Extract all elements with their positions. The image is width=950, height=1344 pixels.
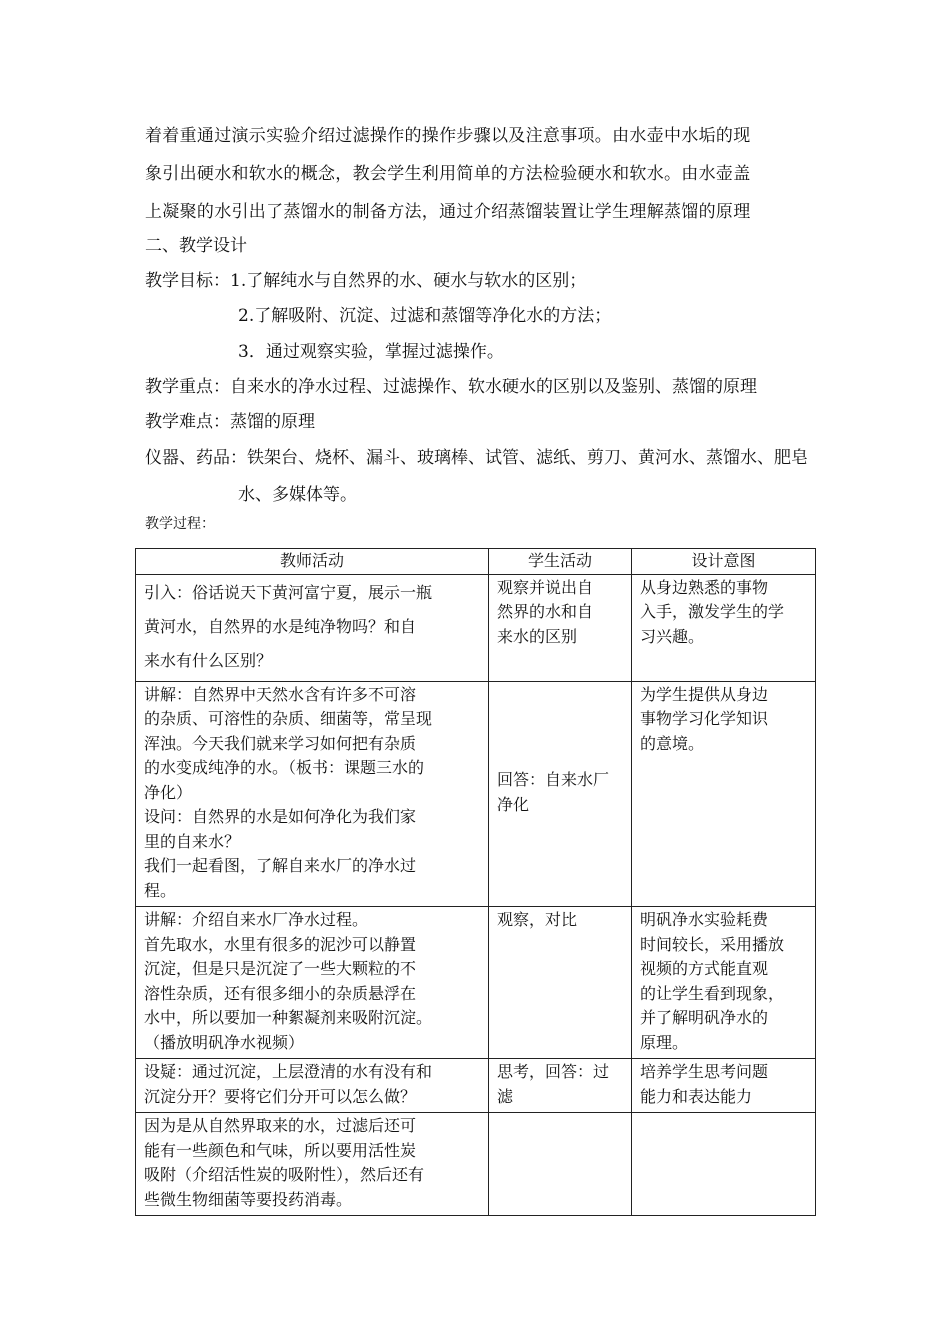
cell-text: 滤 [497, 1086, 514, 1106]
lesson-table [135, 548, 816, 1216]
table-row [136, 1113, 816, 1216]
table-header: 设计意图 [632, 549, 816, 575]
cell-text: 的杂质、可溶性的杂质、细菌等，常呈现 [144, 709, 433, 728]
objective-item: 3．通过观察实验，掌握过滤操作。 [238, 342, 504, 362]
table-header-row [136, 549, 816, 575]
cell-text: 吸附（介绍活性炭的吸附性），然后还有 [144, 1165, 425, 1184]
objective-item: 2.了解吸附、沉淀、过滤和蒸馏等净化水的方法； [238, 306, 612, 326]
cell-text: 能有一些颜色和气味，所以要用活性炭 [144, 1140, 417, 1160]
intro-paragraph [145, 117, 815, 231]
cell-text: 原理。 [640, 1032, 689, 1052]
teacher-activity-cell [136, 907, 489, 1059]
key-points: 教学重点：自来水的净水过程、过滤操作、软水硬水的区别以及鉴别、蒸馏的原理 [145, 377, 757, 397]
design-intent-cell [632, 907, 816, 1059]
design-intent-cell [632, 1059, 816, 1113]
cell-text: 的让学生看到现象， [640, 983, 785, 1003]
student-activity-cell [489, 574, 632, 681]
cell-text: 来水有什么区别？ [144, 650, 273, 670]
materials-line: 仪器、药品：铁架台、烧杯、漏斗、玻璃棒、试管、滤纸、剪刀、黄河水、蒸馏水、肥皂 [145, 448, 808, 468]
cell-text: 些微生物细菌等要投药消毒。 [144, 1189, 353, 1209]
cell-text: 事物学习化学知识 [640, 709, 769, 728]
objectives-label: 教学目标： [145, 271, 230, 291]
cell-text: 入手，激发学生的学 [640, 602, 785, 621]
cell-text: 为学生提供从身边 [640, 684, 769, 704]
process-label: 教学过程： [145, 516, 215, 532]
cell-text: 水中，所以要加一种絮凝剂来吸附沉淀。 [144, 1008, 433, 1027]
cell-text: 观察，对比 [497, 910, 578, 929]
section-heading: 二、教学设计 [145, 236, 247, 256]
cell-text: 设疑：通过沉淀，上层澄清的水有没有和 [144, 1062, 433, 1081]
cell-text: 明矾净水实验耗费 [640, 910, 769, 929]
table-header: 教师活动 [136, 549, 489, 575]
cell-text: 里的自来水？ [144, 831, 241, 851]
student-activity-cell [489, 907, 632, 1059]
intro-line: 着着重通过演示实验介绍过滤操作的操作步骤以及注意事项。由水壶中水垢的现 [145, 126, 751, 146]
table-row [136, 907, 816, 1059]
table-row [136, 574, 816, 681]
intro-line: 象引出硬水和软水的概念，教会学生利用简单的方法检验硬水和软水。由水壶盖 [145, 164, 751, 184]
student-activity-cell [489, 681, 632, 907]
cell-text: 沉淀，但是只是沉淀了一些大颗粒的不 [144, 959, 417, 978]
teacher-activity-cell [136, 574, 489, 681]
cell-text: 设问：自然界的水是如何净化为我们家 [144, 807, 417, 826]
cell-text: 讲解：自然界中天然水含有许多不可溶 [144, 684, 417, 704]
cell-text: 我们一起看图，了解自来水厂的净水过 [144, 856, 417, 875]
cell-text: 的水变成纯净的水。（板书：课题三水的 [144, 758, 425, 777]
cell-text: 思考，回答：过 [497, 1062, 610, 1081]
teacher-activity-cell [136, 1113, 489, 1216]
cell-text: 溶性杂质，还有很多细小的杂质悬浮在 [144, 983, 417, 1003]
cell-text: 视频的方式能直观 [640, 959, 769, 978]
student-activity-cell [489, 1059, 632, 1113]
table-row [136, 681, 816, 907]
student-activity-cell [489, 1113, 632, 1216]
cell-text: 从身边熟悉的事物 [640, 577, 769, 597]
intro-line: 上凝聚的水引出了蒸馏水的制备方法，通过介绍蒸馏装置让学生理解蒸馏的原理 [145, 202, 751, 222]
cell-text: 来水的区别 [497, 626, 578, 646]
cell-text: 黄河水，自然界的水是纯净物吗？和自 [144, 616, 417, 636]
teacher-activity-cell [136, 681, 489, 907]
cell-text: 的意境。 [640, 733, 705, 753]
cell-text: 引入：俗话说天下黄河富宁夏，展示一瓶 [144, 582, 433, 602]
cell-text: 沉淀分开？要将它们分开可以怎么做？ [144, 1086, 417, 1106]
cell-text: 然界的水和自 [497, 602, 594, 621]
design-intent-cell [632, 681, 816, 907]
cell-text: 讲解：介绍自来水厂净水过程。 [144, 910, 369, 929]
cell-text: 观察并说出自 [497, 577, 594, 597]
cell-text: 习兴趣。 [640, 626, 705, 646]
design-intent-cell [632, 1113, 816, 1216]
cell-text: 培养学生思考问题 [640, 1062, 769, 1081]
cell-text: 浑浊。今天我们就来学习如何把有杂质 [144, 733, 417, 753]
objective-item: 1.了解纯水与自然界的水、硬水与软水的区别； [230, 271, 587, 291]
cell-text: 净化） [144, 782, 193, 802]
objectives-first-line [145, 262, 586, 300]
cell-text: 时间较长，采用播放 [640, 934, 785, 954]
cell-text: 因为是从自然界取来的水，过滤后还可 [144, 1116, 417, 1135]
difficulty: 教学难点：蒸馏的原理 [145, 412, 315, 432]
cell-text: 净化 [497, 794, 530, 814]
cell-text: 并了解明矾净水的 [640, 1008, 769, 1027]
cell-text: （播放明矾净水视频） [144, 1032, 305, 1052]
design-intent-cell [632, 574, 816, 681]
table-row [136, 1059, 816, 1113]
cell-text: 能力和表达能力 [640, 1086, 753, 1106]
cell-text: 首先取水，水里有很多的泥沙可以静置 [144, 934, 417, 954]
teacher-activity-cell [136, 1059, 489, 1113]
table-header: 学生活动 [489, 549, 632, 575]
cell-text: 回答：自来水厂 [497, 770, 610, 790]
cell-text: 程。 [144, 880, 177, 900]
materials-line: 水、多媒体等。 [238, 485, 357, 505]
